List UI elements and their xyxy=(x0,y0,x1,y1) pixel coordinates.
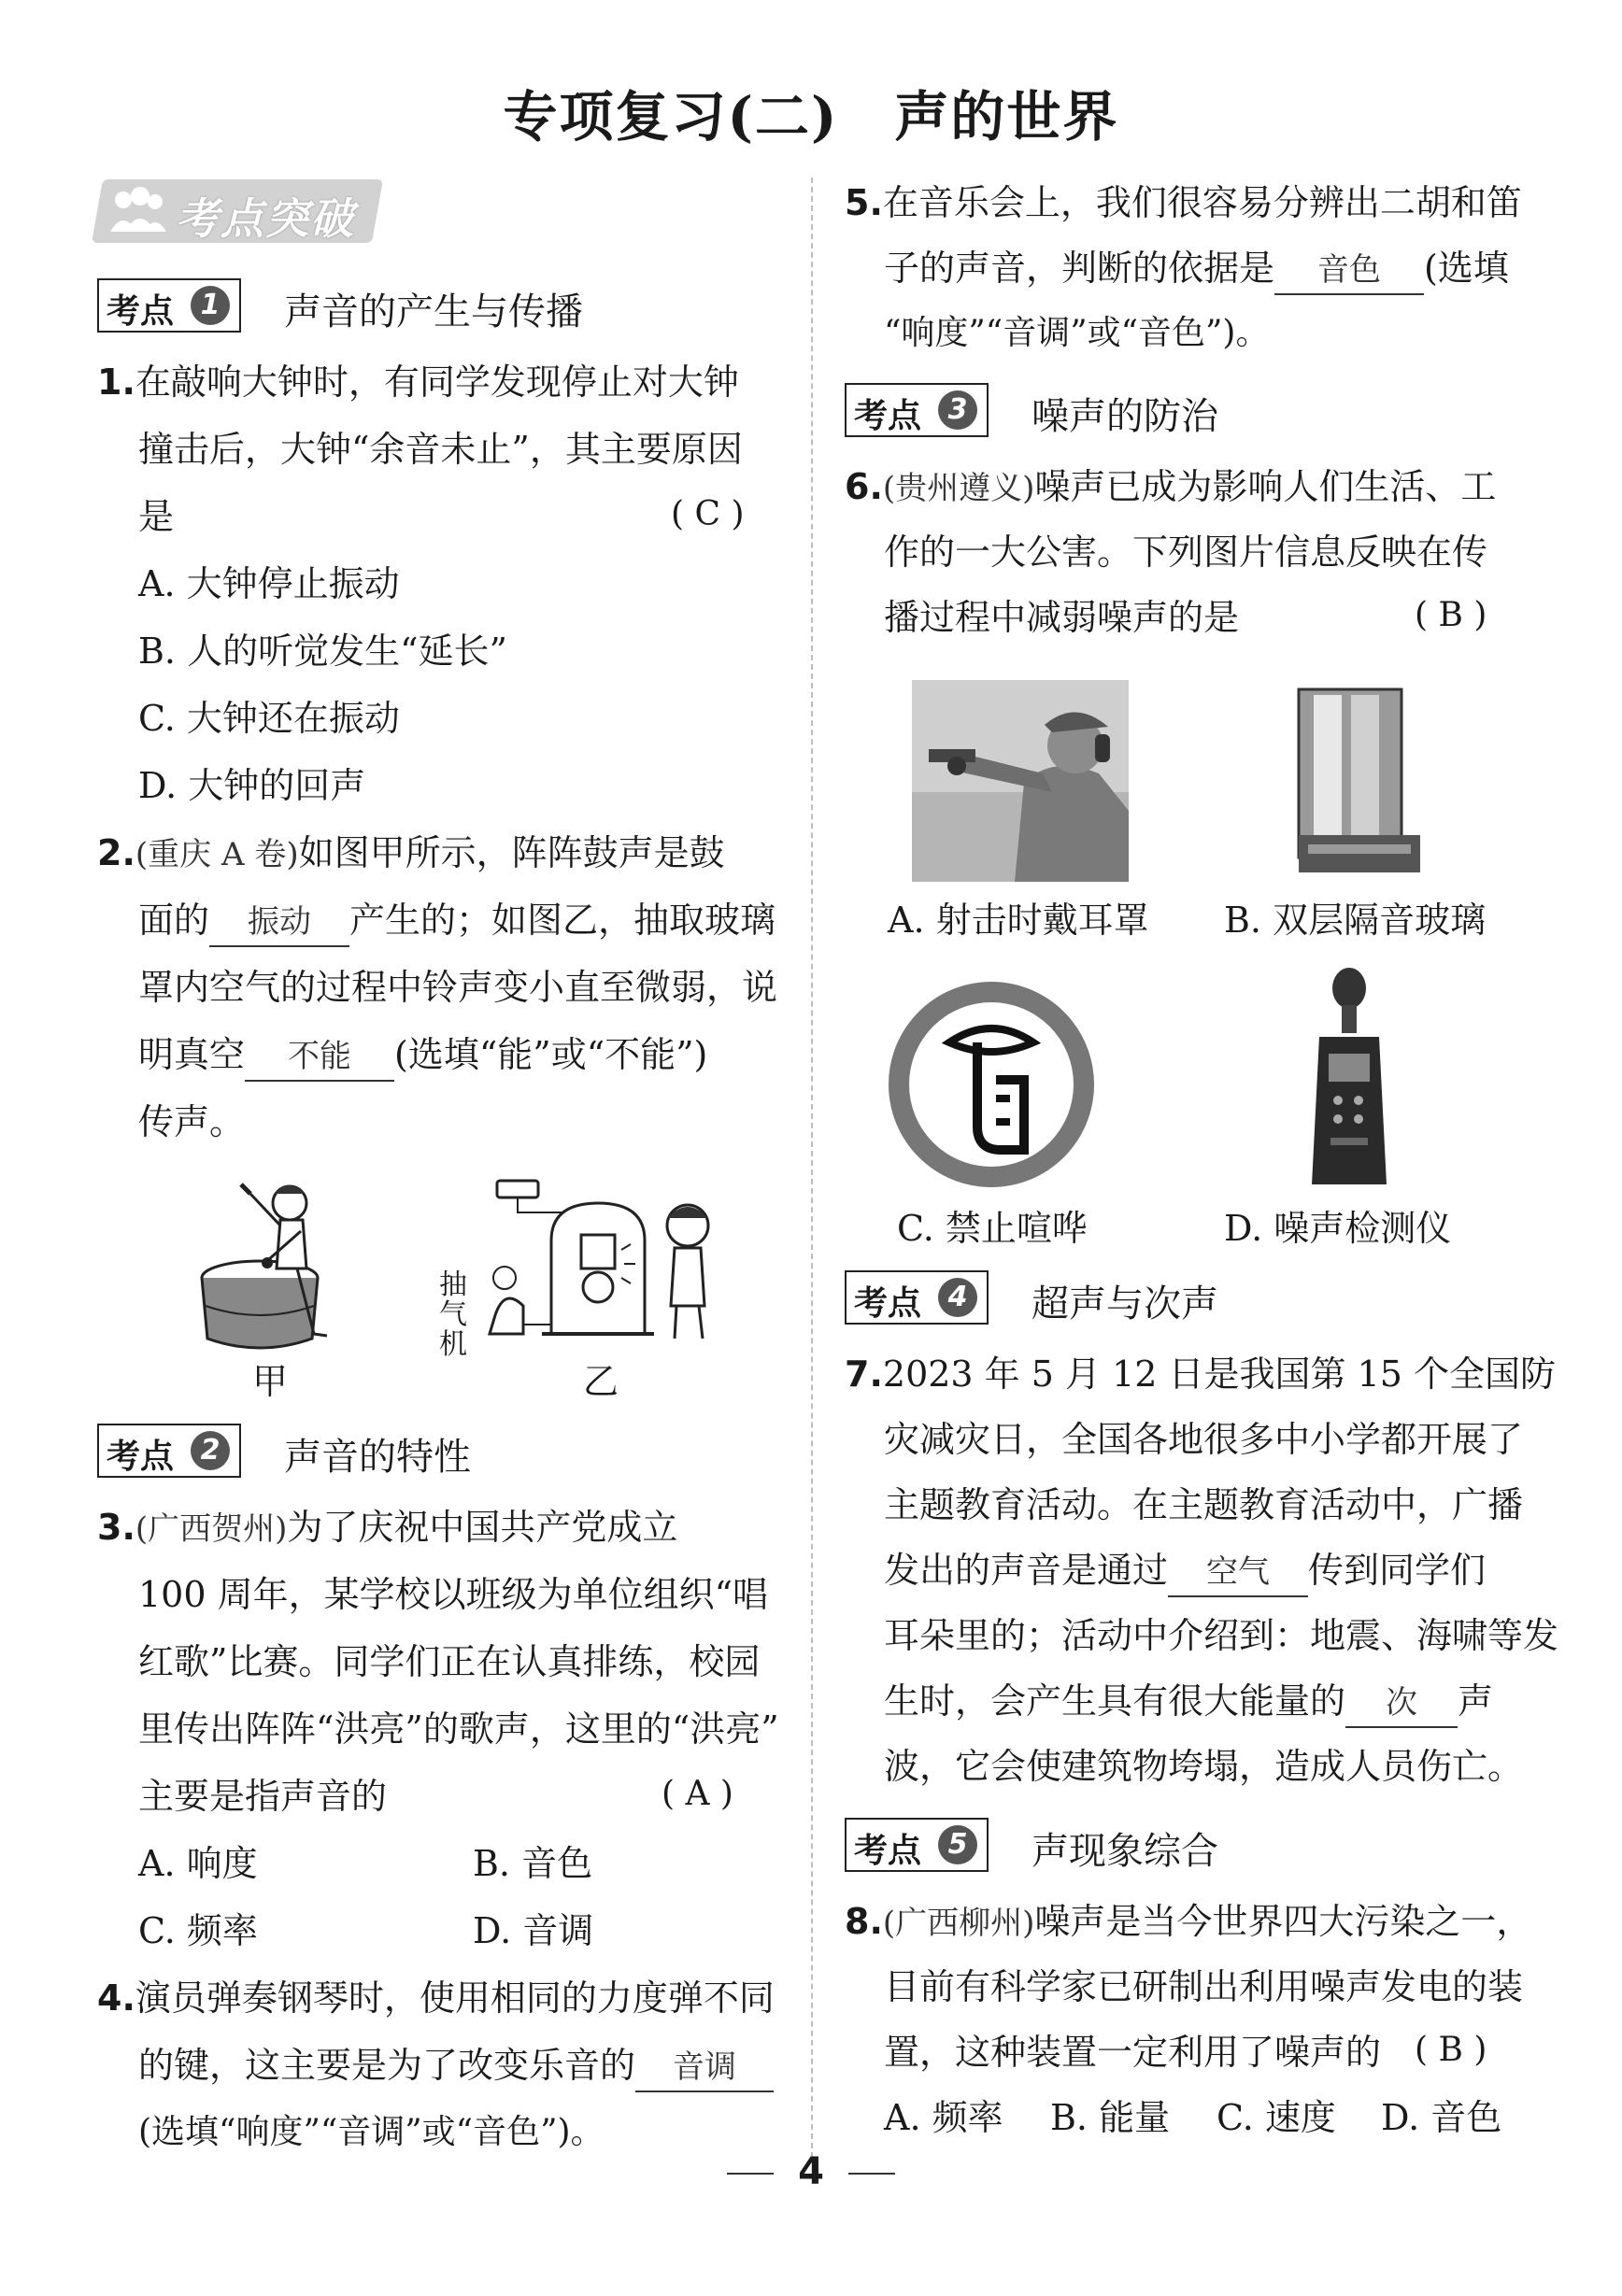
drum-figure xyxy=(194,1166,344,1353)
shooter-photo xyxy=(912,680,1129,882)
pump-label: 抽 气 机 xyxy=(439,1268,467,1361)
q6-line-3: 播过程中减弱噪声的是 xyxy=(884,597,1240,638)
q1-option-c: C. 大钟还在振动 xyxy=(138,698,400,739)
q6-option-b: B. 双层隔音玻璃 xyxy=(1224,900,1487,941)
q1-line-2: 撞击后，大钟“余音未止”，其主要原因 xyxy=(138,429,743,470)
q2-line-4: 明真空 不能 (选填“能”或“不能”) xyxy=(138,1031,707,1082)
q3-option-b: B. 音色 xyxy=(473,1843,593,1884)
q7-line-5: 耳朵里的；活动中介绍到：地震、海啸等发 xyxy=(884,1615,1559,1656)
window-photo xyxy=(1289,686,1424,878)
q5-blank: 音色 xyxy=(1274,247,1424,295)
people-icon xyxy=(105,183,170,239)
q4-line-1: 4.演员弹奏钢琴时，使用相同的力度弹不同 xyxy=(97,1977,775,2019)
q3-line-2: 100 周年，某学校以班级为单位组织“唱 xyxy=(138,1574,769,1615)
q2-line-1: 2.(重庆 A 卷)如图甲所示，阵阵鼓声是鼓 xyxy=(97,832,725,873)
q6-option-c: C. 禁止喧哗 xyxy=(897,1208,1088,1249)
bell-jar-figure xyxy=(467,1175,729,1343)
q3-answer: ( A ) xyxy=(662,1775,733,1813)
q3-option-c: C. 频率 xyxy=(138,1910,258,1951)
q3-line-1: 3.(广西贺州)为了庆祝中国共产党成立 xyxy=(97,1507,678,1548)
q7-line-7: 波，它会使建筑物垮塌，造成人员伤亡。 xyxy=(884,1746,1524,1787)
q3-option-a: A. 响度 xyxy=(138,1843,258,1884)
q5-line-1: 5.在音乐会上，我们很容易分辨出二胡和笛 xyxy=(845,182,1522,223)
page-number: 4 xyxy=(0,2150,1622,2193)
q7-line-1: 7.2023 年 5 月 12 日是我国第 15 个全国防 xyxy=(845,1354,1557,1395)
q6-option-d: D. 噪声检测仪 xyxy=(1224,1208,1452,1249)
q1-line-3: 是 xyxy=(138,496,175,537)
no-noise-sign-icon xyxy=(884,977,1099,1192)
q1-option-a: A. 大钟停止振动 xyxy=(138,563,400,604)
q2-blank-1: 振动 xyxy=(209,899,349,947)
q2-line-3: 罩内空气的过程中铃声变小直至微弱，说 xyxy=(138,967,778,1008)
q1-option-d: D. 大钟的回声 xyxy=(138,765,366,806)
q3-option-d: D. 音调 xyxy=(473,1910,594,1951)
q6-answer: ( B ) xyxy=(1415,596,1487,634)
q8-line-3: 置，这种装置一定利用了噪声的 xyxy=(884,2032,1382,2073)
q7-blank-1: 空气 xyxy=(1168,1549,1308,1597)
column-divider xyxy=(811,177,813,2158)
q8-option-c: C. 速度 xyxy=(1216,2097,1336,2138)
q3-line-5: 主要是指声音的 xyxy=(138,1776,388,1817)
q7-line-6: 生时，会产生具有很大能量的 次 声 xyxy=(884,1678,1493,1728)
q1-line-1: 1.在敲响大钟时，有同学发现停止对大钟 xyxy=(97,361,739,403)
q7-line-4: 发出的声音是通过 空气 传到同学们 xyxy=(884,1547,1486,1597)
q4-line-2: 的键，这主要是为了改变乐音的 音调 xyxy=(138,2042,774,2092)
q6-line-2: 作的一大公害。下列图片信息反映在传 xyxy=(884,531,1488,573)
q8-option-a: A. 频率 xyxy=(884,2097,1003,2138)
q2-line-2: 面的 振动 产生的；如图乙，抽取玻璃 xyxy=(138,897,775,947)
q3-line-4: 里传出阵阵“洪亮”的歌声，这里的“洪亮” xyxy=(138,1708,779,1750)
q8-answer: ( B ) xyxy=(1415,2031,1487,2069)
q2-blank-2: 不能 xyxy=(245,1033,394,1082)
banner-title: 考点突破 xyxy=(176,193,355,244)
q7-line-2: 灾减灾日，全国各地很多中小学都开展了 xyxy=(884,1419,1524,1460)
q2-line-5: 传声。 xyxy=(138,1101,246,1142)
q1-answer: ( C ) xyxy=(671,495,745,533)
q5-line-3: “响度”“音调”或“音色”)。 xyxy=(884,314,1270,352)
q3-line-3: 红歌”比赛。同学们正在认真排练，校园 xyxy=(138,1641,761,1682)
fig-label-jia: 甲 xyxy=(252,1361,289,1402)
q8-line-2: 目前有科学家已研制出利用噪声发电的装 xyxy=(884,1966,1524,2007)
q4-line-3: (选填“响度”“音调”或“音色”)。 xyxy=(138,2113,605,2151)
q4-blank: 音调 xyxy=(635,2044,774,2092)
q8-option-d: D. 音色 xyxy=(1381,2097,1502,2138)
q7-line-3: 主题教育活动。在主题教育活动中，广播 xyxy=(884,1484,1524,1525)
q8-option-b: B. 能量 xyxy=(1050,2097,1171,2138)
page-title: 专项复习(二) 声的世界 xyxy=(503,85,1119,149)
q5-line-2: 子的声音，判断的依据是 音色 (选填 xyxy=(884,245,1509,295)
q7-blank-2: 次 xyxy=(1345,1679,1458,1728)
fig-label-yi: 乙 xyxy=(583,1361,619,1402)
q1-option-b: B. 人的听觉发生“延长” xyxy=(138,631,507,672)
q6-option-a: A. 射击时戴耳罩 xyxy=(888,900,1149,941)
noise-meter-icon xyxy=(1297,960,1400,1194)
q6-line-1: 6.(贵州遵义)噪声已成为影响人们生活、工 xyxy=(845,466,1497,507)
q8-line-1: 8.(广西柳州)噪声是当今世界四大污染之一， xyxy=(845,1901,1532,1942)
